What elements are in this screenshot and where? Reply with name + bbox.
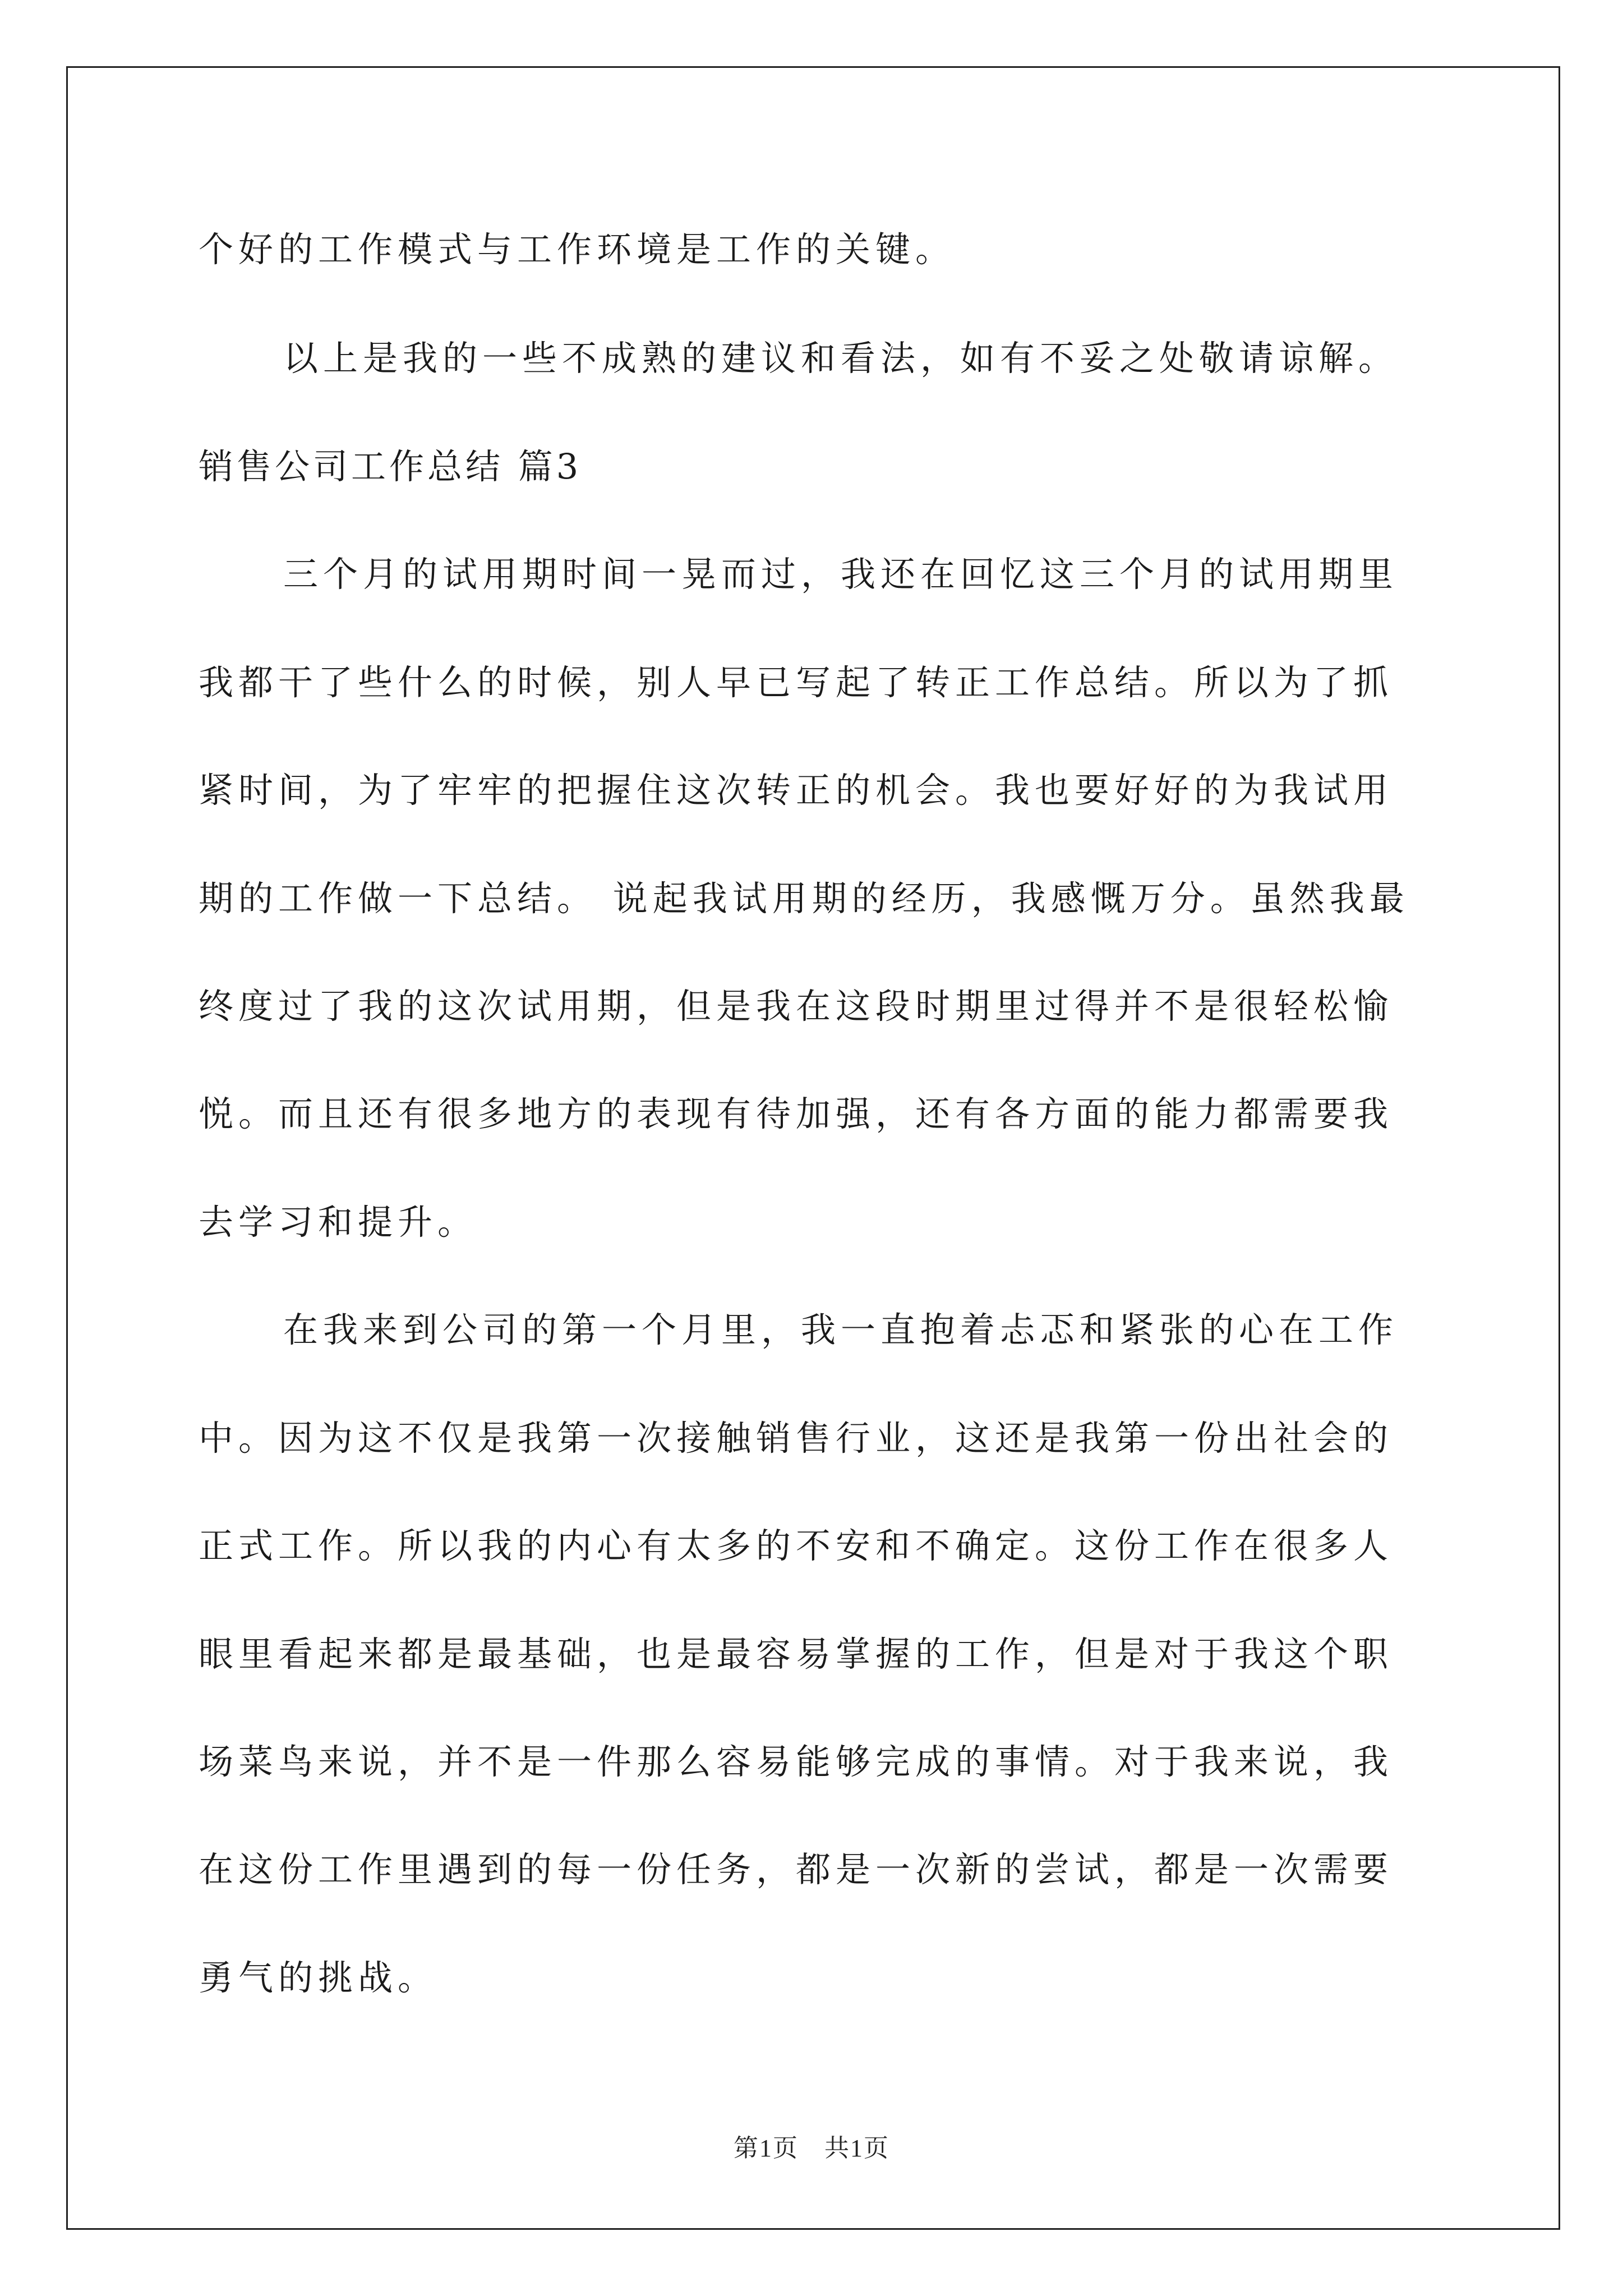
paragraph-line: 在这份工作里遇到的每一份任务，都是一次新的尝试，都是一次需要 xyxy=(199,1849,1394,1890)
paragraph-line: 正式工作。所以我的内心有太多的不安和不确定。这份工作在很多人 xyxy=(199,1525,1394,1566)
page-number-footer: 第1页 共1页 xyxy=(734,2134,889,2162)
paragraph-line: 去学习和提升。 xyxy=(199,1202,478,1243)
paragraph-line: 终度过了我的这次试用期，但是我在这段时期里过得并不是很轻松愉 xyxy=(199,986,1394,1027)
paragraph-line: 我都干了些什么的时候，别人早已写起了转正工作总结。所以为了抓 xyxy=(199,662,1394,703)
paragraph-line: 场菜鸟来说，并不是一件那么容易能够完成的事情。对于我来说，我 xyxy=(199,1741,1394,1782)
paragraph-line: 紧时间，为了牢牢的把握住这次转正的机会。我也要好好的为我试用 xyxy=(199,770,1394,811)
paragraph-line: 三个月的试用期时间一晃而过，我还在回忆这三个月的试用期里 xyxy=(283,554,1399,595)
paragraph-line: 悦。而且还有很多地方的表现有待加强，还有各方面的能力都需要我 xyxy=(199,1093,1394,1134)
paragraph-line: 眼里看起来都是最基础，也是最容易掌握的工作，但是对于我这个职 xyxy=(199,1634,1394,1674)
paragraph-line: 期的工作做一下总结。 说起我试用期的经历，我感慨万分。虽然我最 xyxy=(199,878,1409,919)
page-border xyxy=(66,66,1560,2230)
paragraph-line: 在我来到公司的第一个月里，我一直抱着忐忑和紧张的心在工作 xyxy=(283,1309,1399,1350)
section-heading: 销售公司工作总结 篇3 xyxy=(199,446,582,487)
paragraph-line: 以上是我的一些不成熟的建议和看法，如有不妥之处敬请谅解。 xyxy=(283,338,1399,379)
paragraph-line: 中。因为这不仅是我第一次接触销售行业，这还是我第一份出社会的 xyxy=(199,1418,1394,1458)
paragraph-line: 个好的工作模式与工作环境是工作的关键。 xyxy=(199,229,956,270)
paragraph-line: 勇气的挑战。 xyxy=(199,1957,438,1998)
